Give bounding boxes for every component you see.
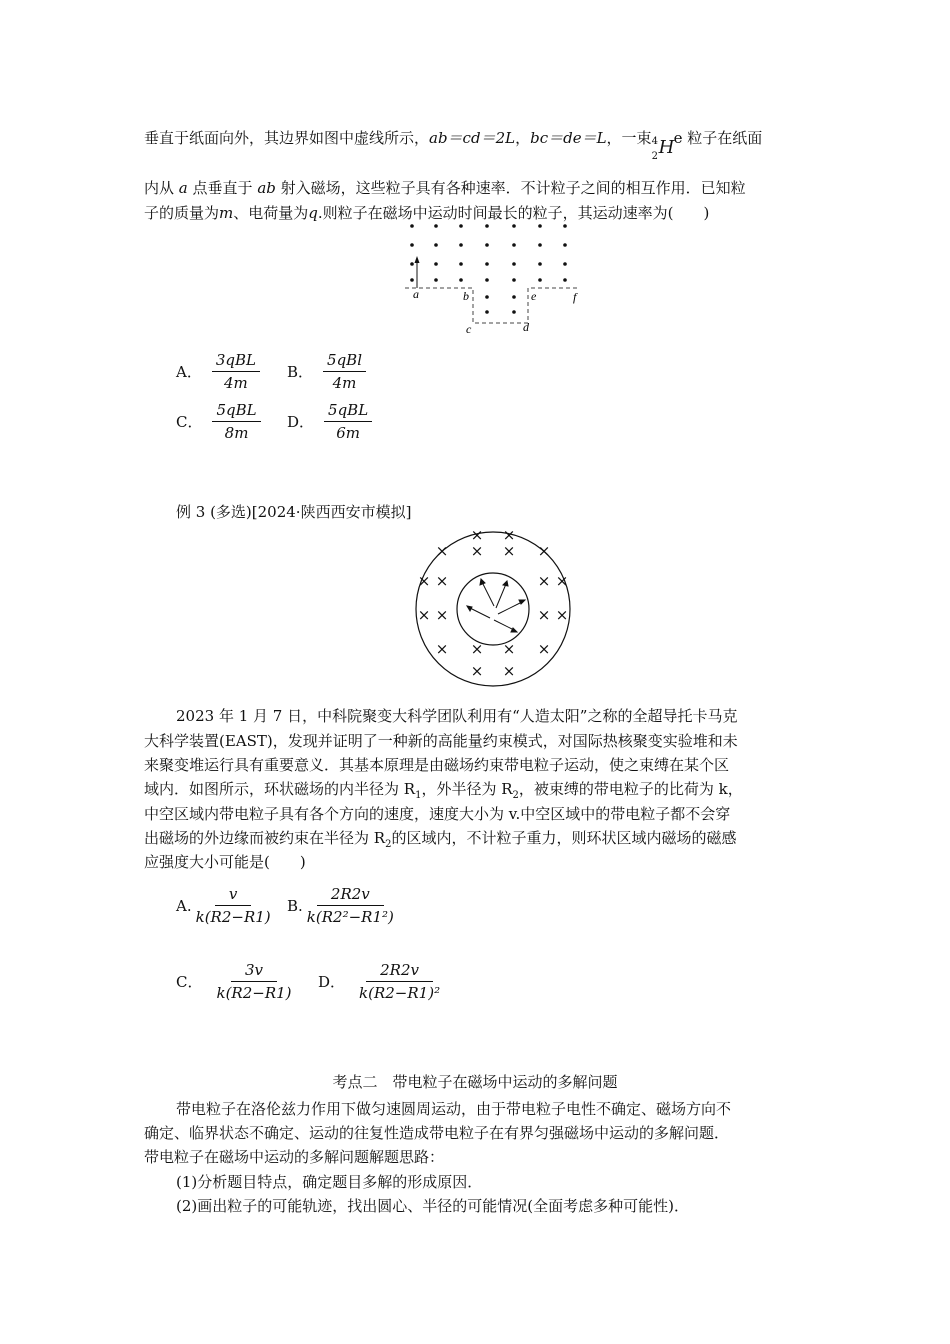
svg-text:×: × [470,640,484,658]
option-fraction [323,350,366,393]
point-a: a [178,179,188,197]
field-boundary [405,288,578,323]
text: 射入磁场，这些粒子具有各种速率．不计粒子之间的相互作用．已知粒 [280,179,746,197]
subscript: 2 [385,839,392,850]
svg-text:×: × [537,572,551,590]
svg-text:×: × [470,662,484,680]
option-b[interactable] [287,350,366,393]
text: 内从 [144,179,175,197]
denominator: k(R2²−R1²) [306,908,394,926]
numerator: 5qBL [212,400,260,422]
denominator: 6m [336,424,360,442]
svg-text:×: × [435,572,449,590]
svg-text:×: × [435,606,449,624]
paragraph-line: (1)分析题目特点，确定题目多解的形成原因． [176,1173,483,1191]
svg-text:×: × [555,572,569,590]
svg-text:×: × [502,526,516,544]
paragraph-line: 带电粒子在洛伦兹力作用下做匀速圆周运动，由于带电粒子电性不确定、磁场方向不 [176,1100,732,1118]
nuclide-tail: e [673,129,683,147]
nuclide-charge: 2 [651,151,658,162]
svg-text:×: × [555,606,569,624]
nuclide-symbol: H [658,137,675,158]
denominator: k(R2−R1)² [359,984,441,1002]
option-fraction [307,884,394,927]
paragraph-line: 确定、临界状态不确定、运动的往复性造成带电粒子在有界匀强磁场中运动的多解问题． [144,1124,730,1142]
text: ，被束缚的带电粒子的比荷为 k， [518,780,743,798]
svg-text:×: × [417,572,431,590]
option-fraction [324,400,372,443]
option-a[interactable] [176,884,271,927]
section-heading: 考点二 带电粒子在磁场中运动的多解问题 [332,1073,618,1091]
label-b: b [463,289,469,303]
option-label: D． [318,973,346,991]
label-f: f [573,290,577,304]
equation: ab＝cd＝2L [429,129,516,147]
inner-circle [457,573,529,645]
option-fraction [196,884,271,927]
svg-text:×: × [502,542,516,560]
option-d[interactable] [287,400,372,443]
denominator: 4m [224,374,248,392]
paragraph-line: 大科学装置(EAST)，发现并证明了一种新的高能量约束模式，对国际热核聚变实验堆和未 [144,732,738,750]
svg-text:×: × [435,542,449,560]
mass-symbol: m [219,204,234,222]
equation: bc＝de＝L [530,129,607,147]
text: 、电荷量为 [233,204,309,222]
paragraph-line: 2023 年 1 月 7 日，中科院聚变大科学团队利用有“人造太阳”之称的全超导托卡马克 [176,707,738,725]
option-label: C． [176,413,203,431]
example-title: 例 3 (多选)[2024·陕西西安市模拟] [176,503,412,521]
denominator: 8m [224,424,249,442]
numerator: v [215,884,251,906]
svg-text:×: × [502,640,516,658]
denominator: k(R2−R1) [216,984,292,1002]
svg-text:×: × [470,526,484,544]
problem1-line2 [144,176,746,200]
paragraph-line: 应强度大小可能是( ) [144,853,306,871]
denominator: k(R2−R1) [195,908,271,926]
svg-text:×: × [502,662,516,680]
svg-text:×: × [537,640,551,658]
option-label: B． [287,363,314,381]
option-label: B. [287,896,303,915]
field-diagram-1 [395,216,595,340]
label-e: e [531,289,537,303]
option-fraction [359,960,440,1003]
arrowhead [415,256,420,263]
text: 粒子在纸面 [687,129,763,147]
problem1-line1 [144,126,763,162]
text: 的区域内，不计粒子重力，则环状区域内磁场的磁感 [391,829,737,847]
label-d: d [523,320,529,334]
option-fraction [216,960,291,1003]
subscript: 1 [415,790,422,801]
numerator: 2R2v [366,960,433,982]
option-label: A． [176,363,202,381]
svg-text:×: × [537,606,551,624]
field-dots [410,224,567,314]
charge-symbol: q [308,204,318,222]
text: .则粒子在磁场中运动时间最长的粒子，其运动速率为( ) [317,204,710,222]
option-b[interactable] [287,884,394,927]
text: 子的质量为 [144,204,220,222]
svg-text:×: × [435,640,449,658]
velocity-arrows [467,579,525,632]
option-label: A. [176,896,192,915]
paragraph-line: 带电粒子在磁场中运动的多解问题解题思路： [144,1148,445,1166]
numerator: 3qBL [212,350,260,372]
numerator: 5qBl [323,350,366,372]
segment-ab: ab [257,179,276,197]
numerator: 3v [231,960,277,982]
svg-text:×: × [537,542,551,560]
svg-text:×: × [470,542,484,560]
text: ，外半径为 R [421,780,513,798]
denominator: 4m [332,374,357,392]
nuclide-mass: 4 [651,136,658,147]
text: 垂直于纸面向外，其边界如图中虚线所示， [144,129,430,147]
option-c[interactable] [176,400,261,443]
option-fraction [212,400,260,443]
numerator: 5qBL [324,400,372,422]
text: ， [515,129,531,147]
svg-text:×: × [417,606,431,624]
text: 域内．如图所示，环状磁场的内半径为 R [144,780,416,798]
numerator: 2R2v [317,884,384,906]
subscript: 2 [512,790,519,801]
annular-field-diagram [410,526,576,692]
option-label: C． [176,973,203,991]
option-label: D． [287,413,315,431]
text: ，一束 [606,129,652,147]
paragraph-line: 来聚变堆运行具有重要意义．其基本原理是由磁场约束带电粒子运动，使之束缚在某个区 [144,756,730,774]
option-a[interactable] [176,350,260,393]
label-c: c [466,322,472,336]
label-a: a [413,287,419,301]
option-d[interactable] [318,960,440,1003]
option-fraction [212,350,260,393]
helium-nuclide [651,126,675,162]
text: 点垂直于 [192,179,253,197]
option-c[interactable] [176,960,292,1003]
text: 出磁场的外边缘而被约束在半径为 R [144,829,386,847]
paragraph-line: 中空区域内带电粒子具有各个方向的速度，速度大小为 v.中空区域中的带电粒子都不会穿 [144,805,731,823]
paragraph-line: (2)画出粒子的可能轨迹，找出圆心、半径的可能情况(全面考虑多种可能性)． [176,1197,689,1215]
